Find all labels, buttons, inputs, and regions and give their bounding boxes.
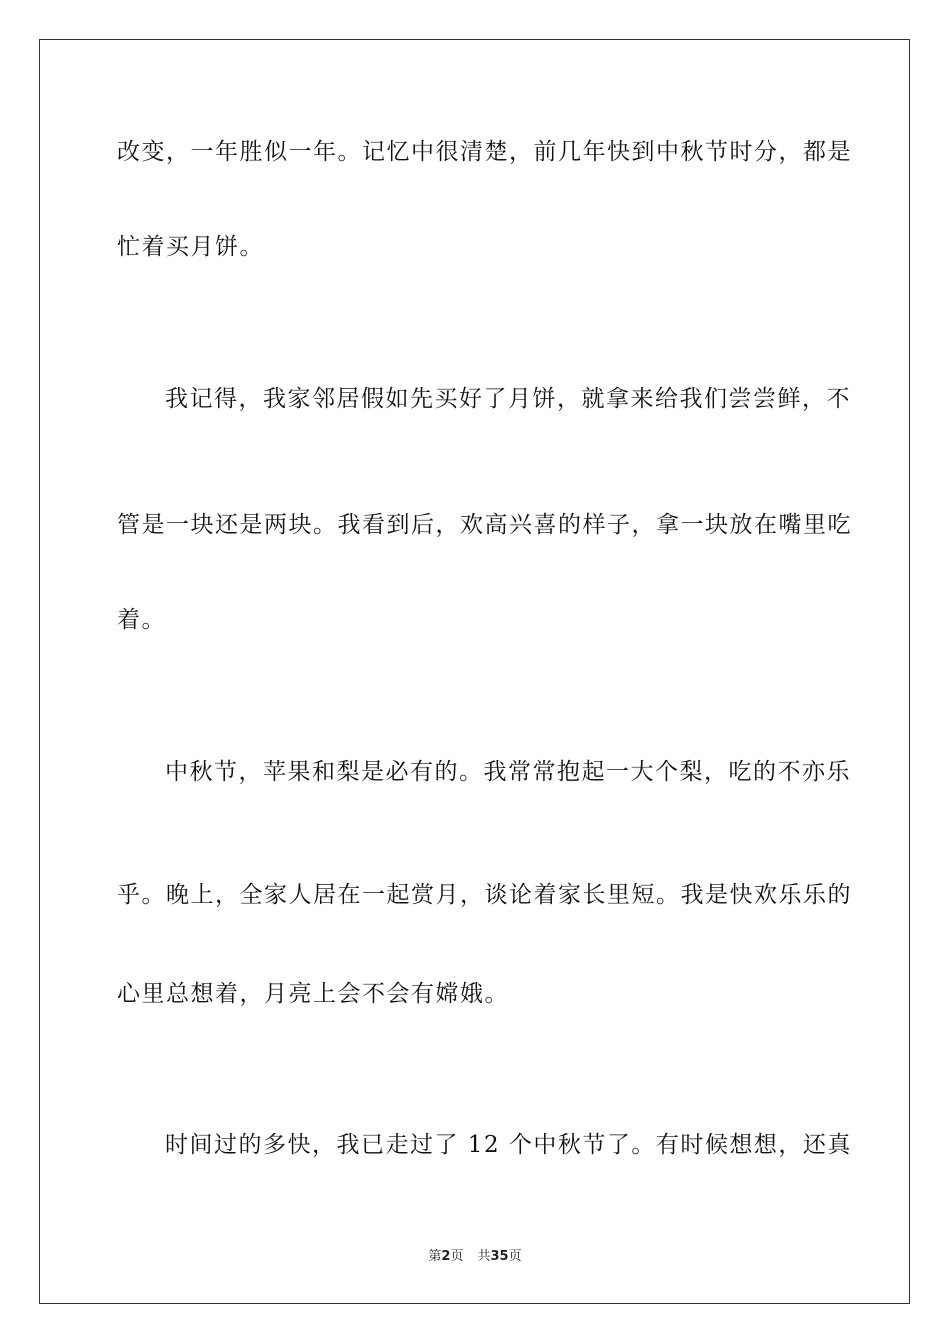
text-line-3: 我记得，我家邻居假如先买好了月饼，就拿来给我们尝尝鲜，不 <box>165 386 851 412</box>
text-line-6: 中秋节，苹果和梨是必有的。我常常抱起一大个梨，吃的不亦乐 <box>165 759 851 785</box>
text-line-9: 时间过的多快，我已走过了 12 个中秋节了。有时候想想，还真 <box>165 1132 852 1158</box>
text-line-1: 改变，一年胜似一年。记忆中很清楚，前几年快到中秋节时分，都是 <box>117 139 852 165</box>
total-unit: 页 <box>508 1249 522 1264</box>
total-prefix: 共 <box>477 1249 491 1264</box>
text-line-2: 忙着买月饼。 <box>117 234 264 260</box>
total-pages: 35 <box>490 1249 509 1264</box>
page-prefix: 第 <box>428 1249 442 1264</box>
page-frame <box>39 39 910 1304</box>
page-number: 2 <box>441 1249 451 1264</box>
text-line-7: 乎。晚上，全家人居在一起赏月，谈论着家长里短。我是快欢乐乐的 <box>117 882 852 908</box>
text-line-8: 心里总想着，月亮上会不会有嫦娥。 <box>117 981 509 1007</box>
page-unit: 页 <box>450 1249 464 1264</box>
page-footer <box>0 1245 950 1264</box>
text-line-5: 着。 <box>117 607 166 633</box>
text-line-4: 管是一块还是两块。我看到后，欢高兴喜的样子，拿一块放在嘴里吃 <box>117 512 852 538</box>
